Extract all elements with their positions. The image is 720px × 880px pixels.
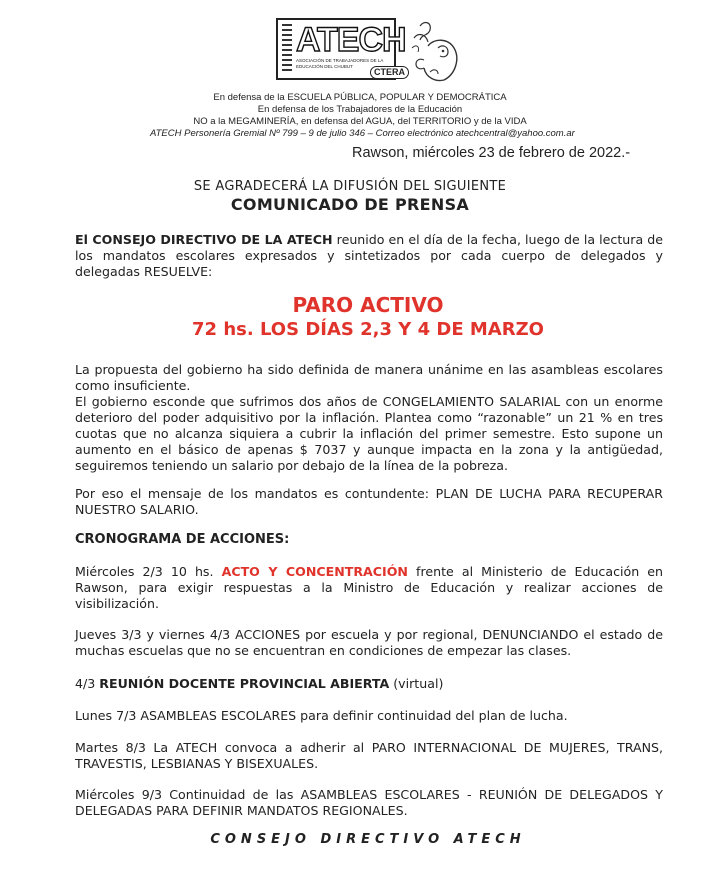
intro-paragraph [75, 232, 663, 280]
body-paragraph-1 [75, 362, 663, 474]
schedule-item-1 [75, 564, 663, 612]
body-paragraph-2: Por eso el mensaje de los mandatos es contundente: PLAN DE LUCHA PARA RECUPERAR NUESTRO SALARIO. [75, 486, 663, 517]
atech-logo-box [276, 18, 406, 80]
body-p1b: El gobierno esconde que sufrimos dos años de CONGELAMIENTO SALARIAL con un enorme deterioro del poder adquisitivo por la inflación. Plantea como “razonable” un 21 % en tres cuotas que no alcanza siquiera a cubrir la inflación del primer semestre. Esto supone un aumento en el básico de apenas $ 7037 y aunque impacta en la zona y la antigüedad, seguiremos teniendo un salario por debajo de la línea de la pobreza. [75, 394, 663, 473]
item3-bold: REUNIÓN DOCENTE PROVINCIAL ABIERTA [99, 676, 390, 691]
resolution-line-2: 72 hs. LOS DÍAS 2,3 Y 4 DE MARZO [192, 319, 544, 340]
schedule-item-3 [75, 676, 663, 692]
title-line-2: COMUNICADO DE PRENSA [230, 195, 470, 214]
item3-pre: 4/3 [75, 676, 100, 691]
tagline-line: ATECH Personería Gremial Nº 799 – 9 de julio 346 – Correo electrónico atechcentral@yahoo.com.ar [150, 128, 575, 139]
signature: CONSEJO DIRECTIVO ATECH [210, 832, 526, 847]
schedule-item-6: Miércoles 9/3 Continuidad de las ASAMBLEAS ESCOLARES - REUNIÓN DE DELEGADOS Y DELEGADAS PARA DEFINIR MANDATOS REGIONALES. [75, 787, 663, 818]
tagline-line: NO a la MEGAMINERÍA, en defensa del AGUA, del TERRITORIO y de la VIDA [193, 116, 527, 127]
item3-post: (virtual) [389, 676, 444, 691]
schedule-item-5: Martes 8/3 La ATECH convoca a adherir al PARO INTERNACIONAL DE MUJERES, TRANS, TRAVESTIS, LESBIANAS Y BISEXUALES. [75, 740, 663, 771]
schedule-item-4: Lunes 7/3 ASAMBLEAS ESCOLARES para definir continuidad del plan de lucha. [75, 708, 568, 723]
resolution-line-1: PARO ACTIVO [292, 293, 444, 317]
tagline-line: En defensa de los Trabajadores de la Educación [257, 104, 463, 115]
schedule-item-2: Jueves 3/3 y viernes 4/3 ACCIONES por escuela y por regional, DENUNCIANDO el estado de muchas escuelas que no se encuentran en condiciones de empezar las clases. [75, 627, 663, 658]
ctera-badge: CTERA [370, 66, 409, 79]
dove-hand-emblem-icon [408, 18, 464, 84]
document-date: Rawson, miércoles 23 de febrero de 2022.- [352, 145, 631, 161]
title-line-1: SE AGRADECERÁ LA DIFUSIÓN DEL SIGUIENTE [193, 179, 507, 194]
atech-logo [276, 18, 476, 84]
item1-post: frente al Ministerio de Educación en Rawson, para exigir respuestas a la Ministro de Educación y realizar acciones de visibilización. [75, 564, 663, 611]
item1-pre: Miércoles 2/3 10 hs. [75, 564, 222, 579]
intro-lead: El CONSEJO DIRECTIVO DE LA ATECH [75, 232, 333, 247]
schedule-title: CRONOGRAMA DE ACCIONES: [75, 532, 290, 547]
body-p1a: La propuesta del gobierno ha sido definida de manera unánime en las asambleas escolares como insuficiente. [75, 362, 663, 393]
item1-highlight: ACTO Y CONCENTRACIÓN [221, 564, 408, 579]
logo-subtitle: ASOCIACIÓN DE TRABAJADORES DE LA EDUCACIÓN DEL CHUBUT [296, 58, 384, 69]
intro-rest: reunido en el día de la fecha, luego de la lectura de los mandatos escolares expresados y sintetizados por cada cuerpo de delegados y delegadas RESUELVE: [75, 232, 663, 279]
tagline-line: En defensa de la ESCUELA PÚBLICA, POPULAR Y DEMOCRÁTICA [213, 92, 507, 103]
logo-wordmark: ATECH [296, 21, 406, 59]
header-taglines [150, 92, 575, 140]
logo-stripes [282, 24, 292, 74]
